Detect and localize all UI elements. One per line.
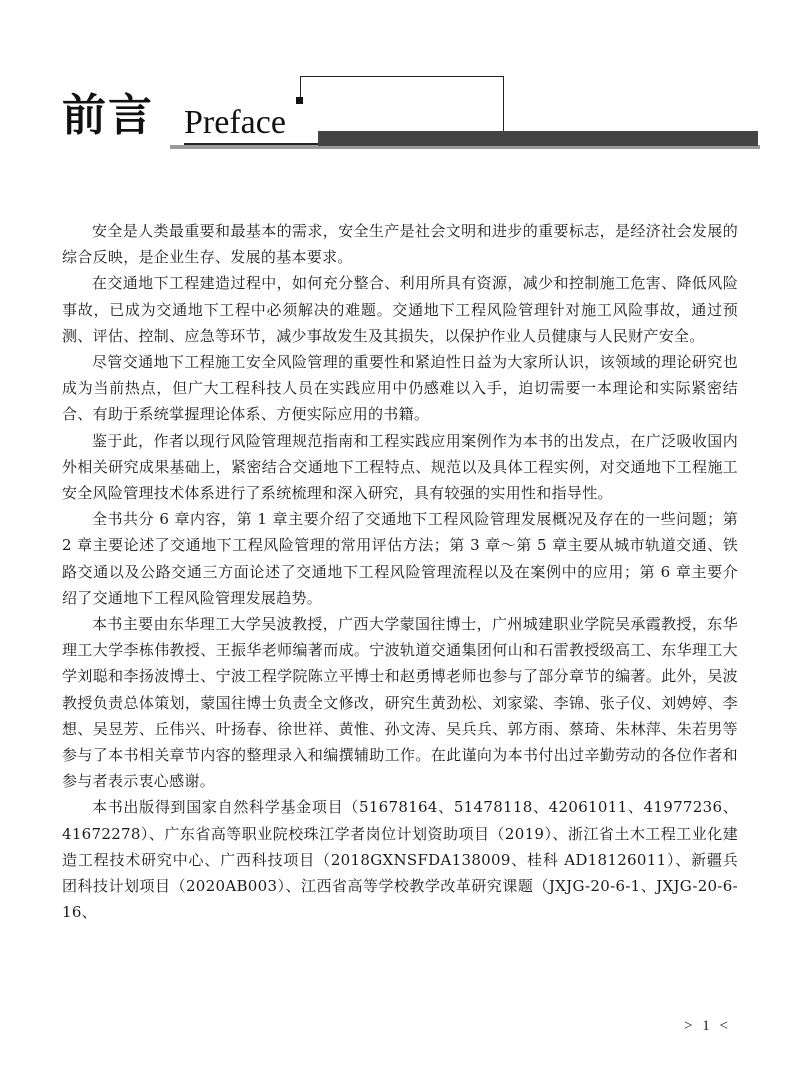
page-title-english: Preface xyxy=(184,104,286,141)
page-title-chinese: 前言 xyxy=(62,90,154,141)
preface-body xyxy=(62,218,738,925)
page-number: > 1 < xyxy=(684,1018,731,1034)
paragraph-6: 本书主要由东华理工大学吴波教授，广西大学蒙国往博士，广州城建职业学院吴承霞教授，东华理工大学李栋伟教授、王振华老师编著而成。宁波轨道交通集团何山和石雷教授级高工、东华理工大学刘聪和李扬波博士、宁波工程学院陈立平博士和赵勇博老师也参与了部分章节的编著。此外，吴波教授负责总体策划，蒙国往博士负责全文修改，研究生黄劲松、刘家粱、李锦、张子仪、刘娉婷、李想、吴昱芳、丘伟兴、叶扬春、徐世祥、黄惟、孙文涛、吴兵兵、郭方雨、蔡琦、朱林萍、朱若男等参与了本书相关章节内容的整理录入和编撰辅助工作。在此谨向为本书付出过辛勤劳动的各位作者和参与者表示衷心感谢。 xyxy=(62,615,738,791)
decorative-dot xyxy=(296,97,303,104)
chapter-header xyxy=(0,0,790,170)
paragraph-5: 全书共分 6 章内容，第 1 章主要介绍了交通地下工程风险管理发展概况及存在的一些问题；第 2 章主要论述了交通地下工程风险管理的常用评估方法；第 3 章～第 5 章主要从城市轨道交通、铁路交通以及公路交通三方面论述了交通地下工程风险管理流程以及在案例中的应用；第 6 章主要介绍了交通地下工程风险管理发展趋势。 xyxy=(62,510,738,607)
title-underline-thin xyxy=(184,143,320,145)
paragraph-2: 在交通地下工程建造过程中，如何充分整合、利用所具有资源，减少和控制施工危害、降低风险事故，已成为交通地下工程中必须解决的难题。交通地下工程风险管理针对施工风险事故，通过预测、评估、控制、应急等环节，减少事故发生及其损失，以保护作业人员健康与人民财产安全。 xyxy=(62,274,738,345)
decorative-frame-right xyxy=(503,76,504,132)
paragraph-3: 尽管交通地下工程施工安全风险管理的重要性和紧迫性日益为大家所认识，该领域的理论研究也成为当前热点，但广大工程科技人员在实践应用中仍感难以入手，迫切需要一本理论和实际紧密结合、有助于系统掌握理论体系、方便实际应用的书籍。 xyxy=(62,353,738,424)
paragraph-1: 安全是人类最重要和最基本的需求，安全生产是社会文明和进步的重要标志，是经济社会发展的综合反映，是企业生存、发展的基本要求。 xyxy=(62,222,738,267)
paragraph-7: 本书出版得到国家自然科学基金项目（51678164、51478118、42061011、41977236、41672278）、广东省高等职业院校珠江学者岗位计划资助项目（2019）、浙江省土木工程工业化建造工程技术研究中心、广西科技项目（2018GXNSFDA138009、桂科 AD18126011）、新疆兵团科技计划项目（2020AB003）、江西省高等学校教学改革研究课题（JXJG-20-6-1、JXJG-20-6-16、 xyxy=(62,798,738,922)
decorative-frame-top xyxy=(300,76,504,77)
title-bar-thick xyxy=(318,131,758,146)
paragraph-4: 鉴于此，作者以现行风险管理规范指南和工程实践应用案例作为本书的出发点，在广泛吸收国内外相关研究成果基础上，紧密结合交通地下工程特点、规范以及具体工程实例，对交通地下工程施工安全风险管理技术体系进行了系统梳理和深入研究，具有较强的实用性和指导性。 xyxy=(62,431,738,503)
